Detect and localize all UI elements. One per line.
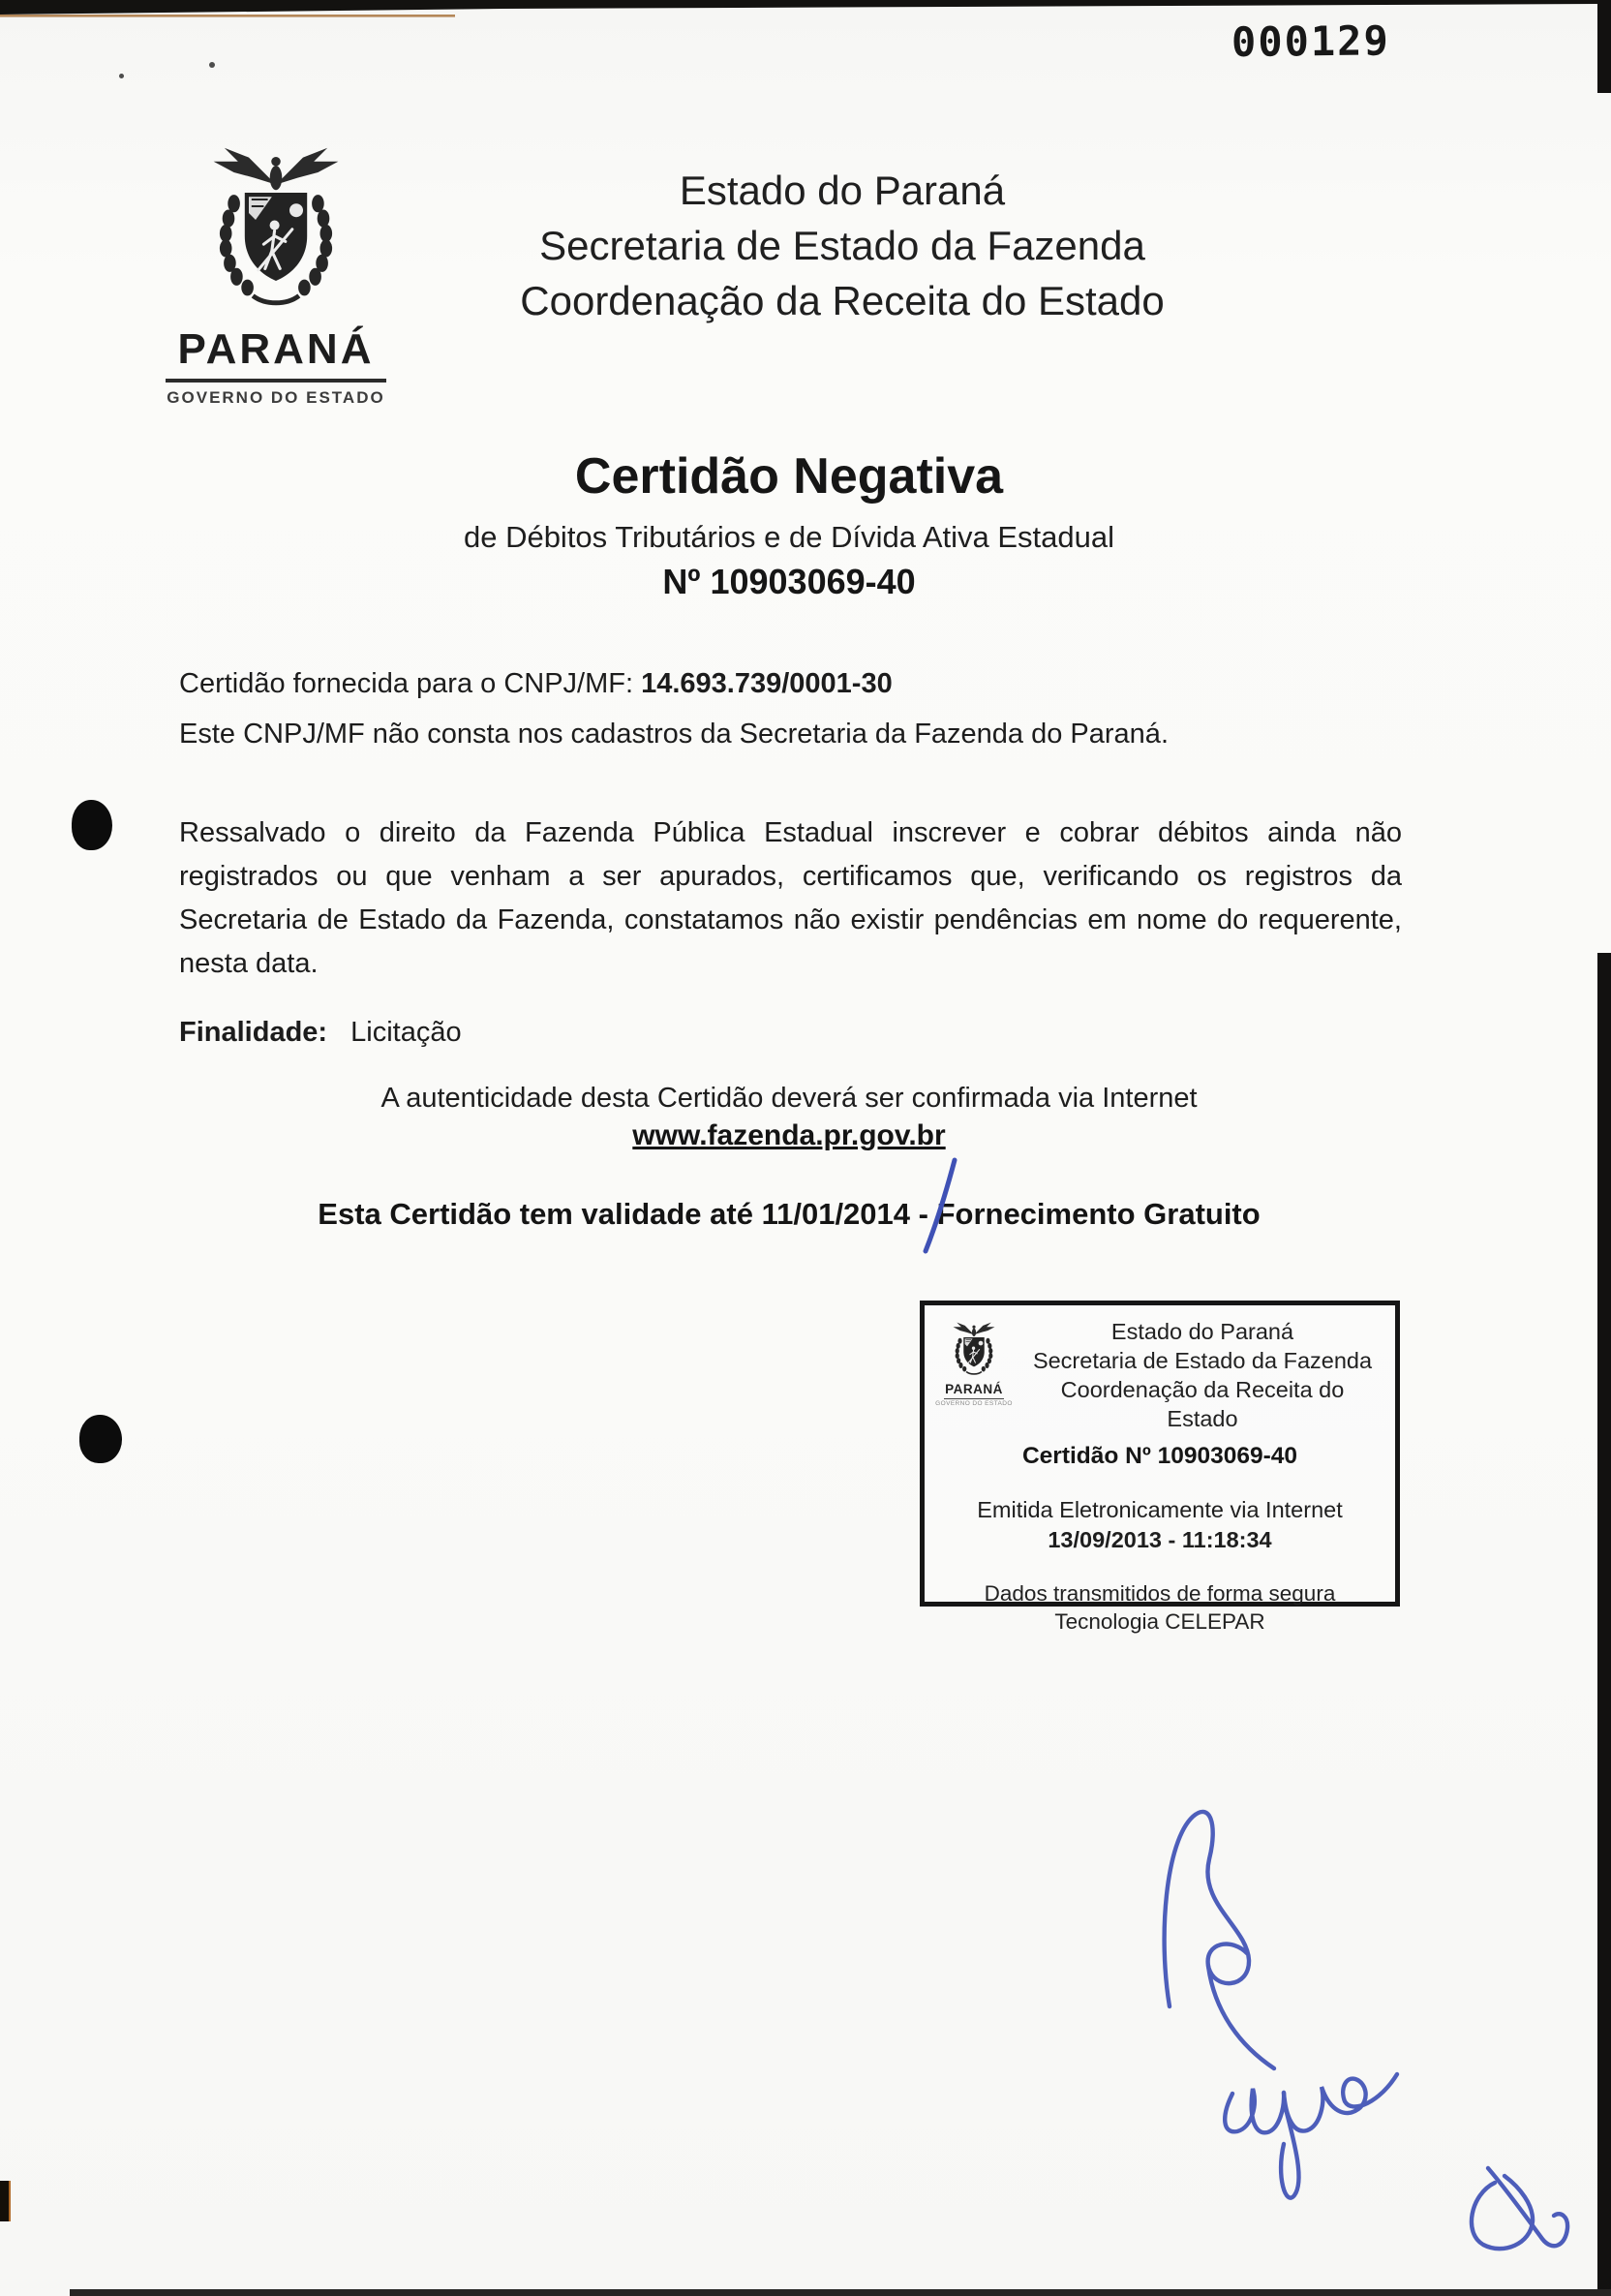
info-box-logo-name: PARANÁ <box>945 1382 1003 1396</box>
info-box-org-line-3: Coordenação da Receita do Estado <box>1060 1377 1345 1431</box>
header-line-state: Estado do Paraná <box>679 168 1006 213</box>
cnpj-value-text: 14.693.739/0001-30 <box>641 668 893 699</box>
logo-state-name: PARANÁ <box>177 325 375 373</box>
hole-punch-dot-icon <box>72 800 112 850</box>
info-box-header <box>925 1317 1395 1433</box>
pen-slash-mark <box>912 1148 980 1265</box>
header-organization <box>416 163 1268 328</box>
certificate-title: Certidão Negativa <box>574 448 1004 505</box>
emission-channel-line: Emitida Eletronicamente via Internet <box>977 1497 1343 1522</box>
scan-speck <box>119 74 124 78</box>
parana-coat-of-arms-icon <box>195 143 357 323</box>
security-line-2: Tecnologia CELEPAR <box>1054 1609 1265 1634</box>
info-box-organization <box>1023 1317 1395 1433</box>
header-line-secretaria: Secretaria de Estado da Fazenda <box>539 223 1145 268</box>
scan-speck <box>209 62 215 68</box>
registry-status-line: Este CNPJ/MF não consta nos cadastros da Secretaria da Fazenda do Paraná. <box>179 719 1169 750</box>
info-box-logo <box>925 1317 1023 1407</box>
info-box-logo-divider <box>944 1398 1004 1399</box>
scan-edge-top <box>0 0 1611 19</box>
info-box-certificate-number: Certidão Nº 10903069-40 <box>1021 1443 1298 1469</box>
certificate-number: Nº 10903069-40 <box>662 562 916 601</box>
scan-edge-right <box>1597 953 1611 2296</box>
page-stamp-number: 000129 <box>1231 16 1390 67</box>
emission-info-box <box>920 1301 1400 1634</box>
security-line-1: Dados transmitidos de forma segura <box>984 1581 1336 1606</box>
scan-edge-left-mark <box>0 2181 11 2221</box>
parana-government-logo <box>137 143 414 408</box>
info-box-logo-tagline: GOVERNO DO ESTADO <box>935 1400 1013 1407</box>
cnpj-label: Certidão fornecida para o CNPJ/MF: <box>179 668 634 699</box>
authenticity-line: A autenticidade desta Certidão deverá ser confirmada via Internet <box>380 1083 1198 1114</box>
info-box-emission <box>925 1495 1395 1555</box>
info-box-security <box>925 1579 1395 1636</box>
info-box-org-line-1: Estado do Paraná <box>1110 1319 1294 1344</box>
validity-line: Esta Certidão tem validade até 11/01/2014 - Fornecimento Gratuito <box>318 1197 1261 1231</box>
purpose-value: Licitação <box>350 1017 462 1048</box>
purpose-line <box>179 1017 462 1049</box>
certificate-subtitle: de Débitos Tributários e de Dívida Ativa Estadual <box>463 520 1115 554</box>
hole-punch-dot-icon <box>79 1415 122 1463</box>
logo-divider <box>166 379 386 383</box>
handwritten-signature-icon <box>1104 1782 1611 2296</box>
header-line-coordenacao: Coordenação da Receita do Estado <box>520 278 1165 323</box>
cnpj-line <box>179 668 893 700</box>
purpose-label: Finalidade: <box>179 1017 328 1048</box>
info-box-org-line-2: Secretaria de Estado da Fazenda <box>1032 1348 1373 1373</box>
disclaimer-paragraph: Ressalvado o direito da Fazenda Pública Estadual inscrever e cobrar débitos ainda não registrados ou que venham a ser apurados, certificamos que, verificando os registros da Secretaria de Estado da Fazenda, constatamos não existir pendências em nome do requerente, nesta data. <box>179 817 1402 979</box>
parana-coat-of-arms-small-icon <box>947 1321 1001 1381</box>
scan-edge-right-top <box>1597 0 1611 93</box>
emission-datetime: 13/09/2013 - 11:18:34 <box>1048 1527 1272 1552</box>
logo-tagline: GOVERNO DO ESTADO <box>167 388 385 407</box>
authenticity-url: www.fazenda.pr.gov.br <box>632 1119 946 1151</box>
scan-edge-bottom <box>70 2289 1611 2296</box>
